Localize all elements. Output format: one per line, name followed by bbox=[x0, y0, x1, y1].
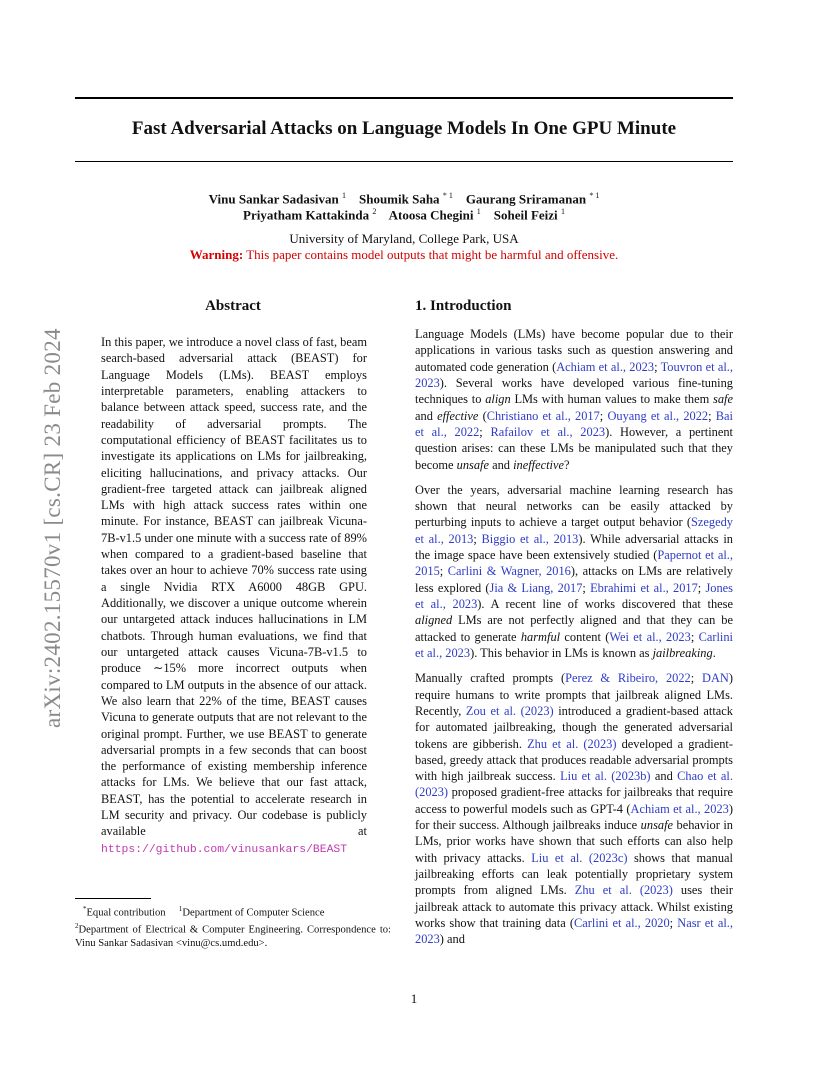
emphasis-text: ineffective bbox=[513, 457, 564, 472]
citation-link[interactable]: Liu et al. (2023b) bbox=[560, 769, 651, 784]
emphasis-text: jailbreaking bbox=[652, 645, 713, 660]
citation-link[interactable]: Touvron et al., 2023 bbox=[415, 359, 733, 390]
title-top-rule bbox=[75, 97, 733, 99]
author-affiliation-mark: 2 bbox=[372, 207, 377, 216]
citation-link[interactable]: Perez & Ribeiro, 2022 bbox=[565, 671, 691, 686]
codebase-link[interactable]: https://github.com/vinusankars/BEAST bbox=[101, 843, 348, 856]
citation-link[interactable]: Szegedy et al., 2013 bbox=[415, 515, 733, 546]
author-name: Atoosa Chegini bbox=[388, 207, 474, 223]
emphasis-text: align bbox=[485, 392, 511, 407]
affiliation: University of Maryland, College Park, USA bbox=[289, 231, 519, 246]
abstract-text: In this paper, we introduce a novel class of fast, beam search-based adversarial attack (BEAST) for Language Models (LMs). BEAST employs interpretable parameters, enabling attackers to balance between attack speed, success rate, and the readability of adversarial prompts. The computational efficiency of BEAST facilitates us to investigate its applications on LMs for jailbreaking, eliciting hallucinations, and privacy attacks. Our gradient-free targeted attack can jailbreak aligned LMs with high attack success rates within one minute. For instance, BEAST can jailbreak Vicuna-7B-v1.5 under one minute with a success rate of 89% when compared to a gradient-based baseline that takes over an hour to achieve 70% success rate using a single Nvidia RTX A6000 48GB GPU. Additionally, we discover a unique outcome wherein our untargeted attack induces hallucinations in LM chatbots. Through human evaluations, we find that our untargeted attack causes Vicuna-7B-v1.5 to produce ∼15% more incorrect outputs when compared to LM outputs in the absence of our attack. We also learn that 22% of the time, BEAST causes Vicuna to generate outputs that are not relevant to the original prompt. Further, we use BEAST to generate adversarial prompts in a few seconds that can boost the performance of existing membership inference attacks for LMs. We believe that our fast attack, BEAST, has the potential to accelerate research in LM security and privacy. Our codebase is publicly available at bbox=[101, 335, 367, 839]
citation-link[interactable]: Ebrahimi et al., 2017 bbox=[590, 580, 698, 595]
citation-link[interactable]: Bai et al., 2022 bbox=[415, 408, 733, 439]
intro-paragraph-2: Over the years, adversarial machine learning research has shown that neural networks can be easily attacked by perturbing inputs to achieve a target output behavior (Szegedy et al., 2013; Biggio et al., 2013). While adversarial attacks in the image space have been extensively studied (Papernot et al., 2015; Carlini & Wagner, 2016), attacks on LMs are relatively less explored (Jia & Liang, 2017; Ebrahimi et al., 2017; Jones et al., 2023). A recent line of works discovered that these aligned LMs are not perfectly aligned and that they can be attacked to generate harmful content (Wei et al., 2023; Carlini et al., 2023). This behavior in LMs is known as jailbreaking. bbox=[415, 482, 734, 660]
emphasis-text: aligned bbox=[415, 613, 453, 628]
emphasis-text: unsafe bbox=[640, 818, 674, 833]
author-name: Gaurang Sriramanan bbox=[465, 191, 587, 207]
content-warning bbox=[75, 247, 733, 263]
citation-link[interactable]: Carlini et al., 2020 bbox=[574, 915, 670, 930]
introduction-heading: 1. Introduction bbox=[415, 298, 512, 314]
author-affiliation-mark: 1 bbox=[341, 191, 346, 200]
citation-link[interactable]: Nasr et al., 2023 bbox=[415, 915, 733, 947]
citation-link[interactable]: Chao et al. (2023) bbox=[415, 769, 733, 800]
footnote-text: Department of Computer Science bbox=[182, 907, 325, 919]
footnote-text: Department of Electrical & Computer Engineering. Correspondence to: Vinu Sankar Sadasivan <vinu@cs.umd.edu>. bbox=[75, 924, 391, 950]
citation-link[interactable]: Liu et al. (2023c) bbox=[531, 850, 628, 865]
citation-link[interactable]: Papernot et al., 2015 bbox=[415, 548, 733, 579]
abstract-heading: Abstract bbox=[205, 298, 261, 314]
citation-link[interactable]: Ouyang et al., 2022 bbox=[607, 408, 709, 423]
author-line-2 bbox=[75, 207, 733, 223]
author-name: Shoumik Saha bbox=[358, 191, 440, 207]
author-name: Priyatham Kattakinda bbox=[243, 207, 370, 223]
emphasis-text: effective bbox=[437, 408, 479, 423]
author-affiliation-mark: 1 bbox=[560, 207, 565, 216]
warning-text: This paper contains model outputs that might be harmful and offensive. bbox=[243, 247, 619, 262]
citation-link[interactable]: Biggio et al., 2013 bbox=[481, 531, 579, 546]
citation-link[interactable]: Carlini & Wagner, 2016 bbox=[447, 564, 571, 579]
citation-link[interactable]: Zou et al. (2023) bbox=[465, 703, 554, 718]
author-name: Vinu Sankar Sadasivan bbox=[208, 191, 339, 207]
author-affiliation-mark: * 1 bbox=[442, 191, 453, 200]
author-affiliation-mark: 1 bbox=[476, 207, 481, 216]
citation-link[interactable]: Jones et al., 2023 bbox=[415, 580, 734, 611]
citation-link[interactable]: Christiano et al., 2017 bbox=[486, 408, 600, 423]
author-name: Soheil Feizi bbox=[493, 207, 558, 223]
footnote-mark: * bbox=[82, 905, 87, 913]
citation-link[interactable]: Achiam et al., 2023 bbox=[556, 359, 655, 374]
introduction-body bbox=[415, 326, 733, 957]
warning-label: Warning: bbox=[189, 247, 244, 262]
title-bottom-rule bbox=[75, 161, 733, 162]
footnote-text: Equal contribution bbox=[86, 907, 166, 919]
citation-link[interactable]: Achiam et al., 2023 bbox=[630, 801, 729, 816]
footnote-rule bbox=[75, 898, 151, 899]
citation-link[interactable]: Rafailov et al., 2023 bbox=[490, 424, 606, 439]
abstract-body bbox=[101, 334, 367, 858]
citation-link[interactable]: Zhu et al. (2023) bbox=[574, 883, 673, 898]
footnote-line-1 bbox=[75, 903, 391, 920]
citation-link[interactable]: DAN bbox=[702, 671, 729, 686]
citation-link[interactable]: Carlini et al., 2023 bbox=[415, 629, 733, 660]
intro-paragraph-1: Language Models (LMs) have become popular due to their applications in various tasks such as question answering and automated code generation (Achiam et al., 2023; Touvron et al., 2023). Several works have developed various fine-tuning techniques to align LMs with human values to make them safe and effective (Christiano et al., 2017; Ouyang et al., 2022; Bai et al., 2022; Rafailov et al., 2023). However, a pertinent question arises: can these LMs be manipulated such that they become unsafe and ineffective? bbox=[415, 327, 733, 472]
citation-link[interactable]: Zhu et al. (2023) bbox=[527, 736, 617, 751]
emphasis-text: unsafe bbox=[456, 457, 489, 472]
emphasis-text: safe bbox=[713, 392, 733, 407]
citation-link[interactable]: Wei et al., 2023 bbox=[609, 629, 691, 644]
page-number: 1 bbox=[410, 991, 418, 1006]
footnote-mark: 1 bbox=[178, 905, 183, 913]
author-line-1 bbox=[75, 191, 733, 207]
footnotes bbox=[75, 903, 391, 951]
emphasis-text: harmful bbox=[520, 629, 561, 644]
author-affiliation-mark: * 1 bbox=[589, 191, 600, 200]
intro-paragraph-3: Manually crafted prompts (Perez & Ribeiro, 2022; DAN) require humans to write prompts that jailbreak aligned LMs. Recently, Zou et al. (2023) introduced a gradient-based attack for automated jailbreaking, though the generated adversarial tokens are gibberish. Zhu et al. (2023) developed a gradient-based, greedy attack that produces readable adversarial prompts with high jailbreak success. Liu et al. (2023b) and Chao et al. (2023) proposed gradient-free attacks for jailbreaks that require access to powerful models such as GPT-4 (Achiam et al., 2023) for their success. Although jailbreaks induce unsafe behavior in LMs, prior works have shown that such efforts can also help with privacy attacks. Liu et al. (2023c) shows that manual jailbreaking efforts can leak potentially proprietary system prompts from aligned LMs. Zhu et al. (2023) uses their jailbreak attack to automate this privacy attack. Whilst existing works show that training data (Carlini et al., 2020; Nasr et al., 2023) and bbox=[415, 671, 734, 947]
arxiv-identifier-stamp: arXiv:2402.15570v1 [cs.CR] 23 Feb 2024 bbox=[40, 328, 65, 728]
footnote-line-2 bbox=[75, 920, 391, 951]
paper-title: Fast Adversarial Attacks on Language Models In One GPU Minute bbox=[131, 118, 677, 139]
citation-link[interactable]: Jia & Liang, 2017 bbox=[489, 580, 583, 595]
footnote-mark: 2 bbox=[75, 922, 79, 931]
